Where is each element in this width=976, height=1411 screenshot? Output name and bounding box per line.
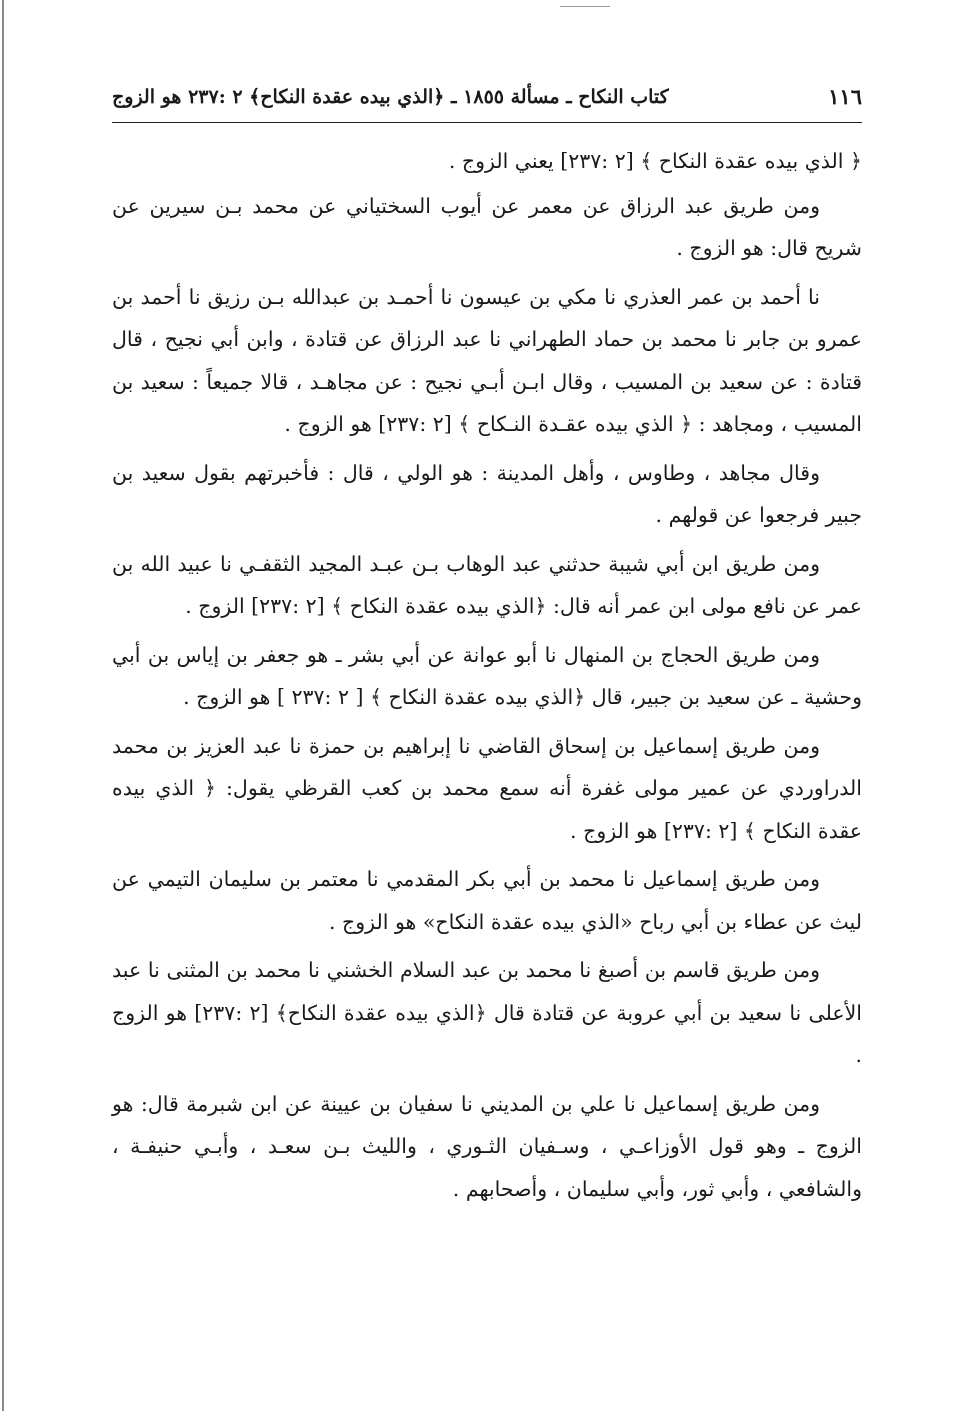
paragraph: نا أحمد بن عمر العذري نا مكي بن عيسون نا أحمـد بن عبدالله بـن رزيق نا أحمد بن عمرو بن جابر نا محمد بن حماد الطهراني نا عبد الرزاق عن قتادة ، وابن أبي نجيح ، قال قتادة : عن سعيد بن المسيب ، وقال ابـن أبـي نجيح : عن مجاهـد ، قالا جميعاً : سعيد بن المسيب ، ومجاهد : ﴿ الذي بيده عقـدة النـكاح ﴾ [٢ :٢٣٧] هو الزوج . — [112, 284, 862, 436]
paragraph: ومن طريق ابن أبي شيبة حدثني عبد الوهاب بـن عبـد المجيد الثقفـي نا عبيد الله بن عمر عن نافع مولى ابن عمر أنه قال: ﴿الذي بيده عقدة النكاح ﴾ [٢ :٢٣٧] الزوج . — [112, 551, 862, 618]
paragraph: وقال مجاهد ، وطاوس ، وأهل المدينة : هو الولي ، قال : فأخبرتهم بقول سعيد بن جبير فرجعوا عن قولهم . — [112, 460, 862, 527]
running-title: كتاب النكاح ـ مسألة ١٨٥٥ ـ ﴿الذي بيده عقدة النكاح﴾ ٢ :٢٣٧ هو الزوج — [112, 86, 669, 108]
paragraph: ﴿ الذي بيده عقدة النكاح ﴾ [٢ :٢٣٧] يعني الزوج . — [448, 149, 862, 173]
paragraph: ومن طريق إسماعيل بن إسحاق القاضي نا إبراهيم بن حمزة نا عبد العزيز بن محمد الدراوردي عن عمير مولى غفرة أنه سمع محمد بن كعب القرظي يقول: ﴿ الذي بيده عقدة النكاح ﴾ [٢ :٢٣٧] هو الزوج . — [112, 733, 862, 843]
paragraph: ومن طريق عبد الرزاق عن معمر عن أيوب السختياني عن محمد بـن سيرين عن شريح قال: هو الزوج . — [112, 193, 862, 260]
page-edge-line — [2, 0, 4, 1411]
running-header — [112, 82, 862, 123]
paragraph: ومن طريق إسماعيل نا محمد بن أبي بكر المقدمي نا معتمر بن سليمان التيمي عن ليث عن عطاء بن أبي رباح «الذي بيده عقدة النكاح» هو الزوج . — [112, 867, 862, 934]
body-text — [112, 140, 862, 1216]
scan-mark — [560, 6, 610, 7]
paragraph: ومن طريق إسماعيل نا علي بن المديني نا سفيان بن عيينة عن ابن شبرمة قال: هو الزوج ـ وهو قول الأوزاعـي ، وسـفيان الثـوري ، والليث بـن سعـد ، وأبـي حنيفـة ، والشافعي ، وأبي ثور، وأبي سليمان ، وأصحابهم . — [112, 1091, 862, 1201]
page-number: ١١٦ — [828, 84, 862, 109]
paragraph: ومن طريق الحجاج بن المنهال نا أبو عوانة عن أبي بشر ـ هو جعفر بن إياس بن أبي وحشية ـ عن سعيد بن جبير، قال ﴿الذي بيده عقدة النكاح ﴾ [ ٢ :٢٣٧ ] هو الزوج . — [112, 642, 862, 709]
paragraph: ومن طريق قاسم بن أصبغ نا محمد بن عبد السلام الخشني نا محمد بن المثنى نا عبد الأعلى نا سعيد بن أبي عروبة عن قتادة قال ﴿الذي بيده عقدة النكاح﴾ [٢ :٢٣٧] هو الزوج . — [112, 958, 862, 1067]
